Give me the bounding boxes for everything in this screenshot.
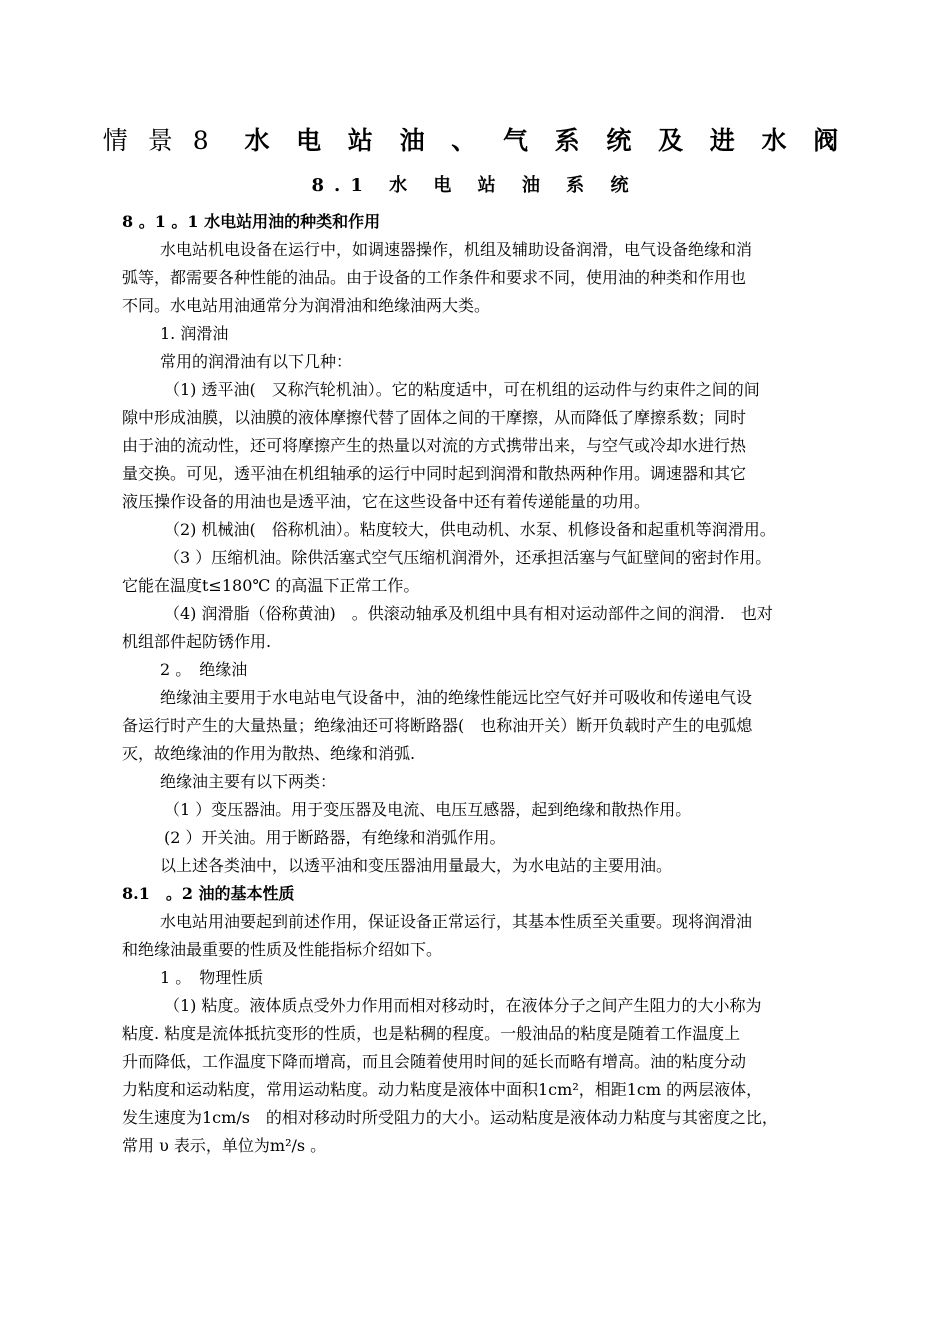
paragraph-line: （3 ）压缩机油。除供活塞式空气压缩机润滑外，还承担活塞与气缸壁间的密封作用。 [164, 548, 772, 567]
paragraph-line: 弧等，都需要各种性能的油品。由于设备的工作条件和要求不同，使用油的种类和作用也 [122, 268, 747, 287]
heading-8-1-1: 8 。1 。1 水电站用油的种类和作用 [122, 212, 381, 231]
paragraph-line: 隙中形成油膜，以油膜的液体摩擦代替了固体之间的干摩擦，从而降低了摩擦系数；同时 [122, 408, 747, 427]
paragraph-line: 粘度. 粘度是流体抵抗变形的性质，也是粘稠的程度。一般油品的粘度是随着工作温度上 [122, 1024, 741, 1043]
heading-8-1-2: 8.1 。2 油的基本性质 [122, 884, 295, 903]
paragraph-line: 发生速度为1cm/s 的相对移动时所受阻力的大小。运动粘度是液体动力粘度与其密度之比， [122, 1108, 778, 1127]
paragraph-line: （4) 润滑脂（俗称黄油) 。供滚动轴承及机组中具有相对运动部件之间的润滑. 也对 [164, 604, 773, 623]
paragraph-line: 升而降低，工作温度下降而增高，而且会随着使用时间的延长而略有增高。油的粘度分动 [122, 1052, 747, 1071]
paragraph-line: （1) 粘度。液体质点受外力作用而相对移动时，在液体分子之间产生阻力的大小称为 [164, 996, 762, 1015]
paragraph-line: 绝缘油主要有以下两类： [160, 772, 337, 791]
paragraph-line: 液压操作设备的用油也是透平油，它在这些设备中还有着传递能量的功用。 [122, 492, 651, 511]
paragraph-line: 以上述各类油中，以透平油和变压器油用量最大，为水电站的主要用油。 [160, 856, 673, 875]
paragraph-line: 水电站用油要起到前述作用，保证设备正常运行，其基本性质至关重要。现将润滑油 [160, 912, 753, 931]
paragraph-line: 灭，故绝缘油的作用为散热、绝缘和消弧. [122, 744, 416, 763]
list-heading: 2 。 绝缘油 [160, 660, 248, 679]
paragraph-line: （1 ）变压器油。用于变压器及电流、电压互感器，起到绝缘和散热作用。 [164, 800, 692, 819]
paragraph-line: 备运行时产生的大量热量；绝缘油还可将断路器( 也称油开关）断开负载时产生的电弧熄 [122, 716, 753, 735]
paragraph-line: 常用 υ 表示，单位为m²/s 。 [122, 1136, 327, 1155]
list-heading: 1. 润滑油 [160, 324, 229, 343]
paragraph-line: （1) 透平油( 又称汽轮机油）。它的粘度适中，可在机组的运动件与约束件之间的间 [164, 380, 760, 399]
paragraph-line: 力粘度和运动粘度，常用运动粘度。动力粘度是液体中面积1cm²，相距1cm 的两层液体， [122, 1080, 763, 1099]
paragraph-line: (2 ）开关油。用于断路器，有绝缘和消弧作用。 [164, 828, 506, 847]
paragraph-line: 量交换。可见，透平油在机组轴承的运行中同时起到润滑和散热两种作用。调速器和其它 [122, 464, 747, 483]
title-main: 水 电 站 油 、 气 系 统 及 进 水 阀 [244, 126, 848, 155]
section-title: 8.1 水 电 站 油 系 统 [311, 175, 639, 196]
page-title [0, 121, 950, 157]
title-lead: 情 景 8 [102, 126, 215, 155]
paragraph-line: 和绝缘油最重要的性质及性能指标介绍如下。 [122, 940, 443, 959]
paragraph-line: 由于油的流动性，还可将摩擦产生的热量以对流的方式携带出来，与空气或冷却水进行热 [122, 436, 747, 455]
paragraph-line: 水电站机电设备在运行中，如调速器操作，机组及辅助设备润滑，电气设备绝缘和消 [160, 240, 753, 259]
paragraph-line: 绝缘油主要用于水电站电气设备中，油的绝缘性能远比空气好并可吸收和传递电气设 [160, 688, 753, 707]
paragraph-line: 它能在温度t≤180℃ 的高温下正常工作。 [122, 576, 420, 595]
paragraph-line: 常用的润滑油有以下几种： [160, 352, 353, 371]
list-heading: 1 。 物理性质 [160, 968, 264, 987]
paragraph-line: 不同。水电站用油通常分为润滑油和绝缘油两大类。 [122, 296, 491, 315]
paragraph-line: 机组部件起防锈作用. [122, 632, 272, 651]
paragraph-line: （2) 机械油( 俗称机油）。粘度较大，供电动机、水泵、机修设备和起重机等润滑用。 [164, 520, 776, 539]
